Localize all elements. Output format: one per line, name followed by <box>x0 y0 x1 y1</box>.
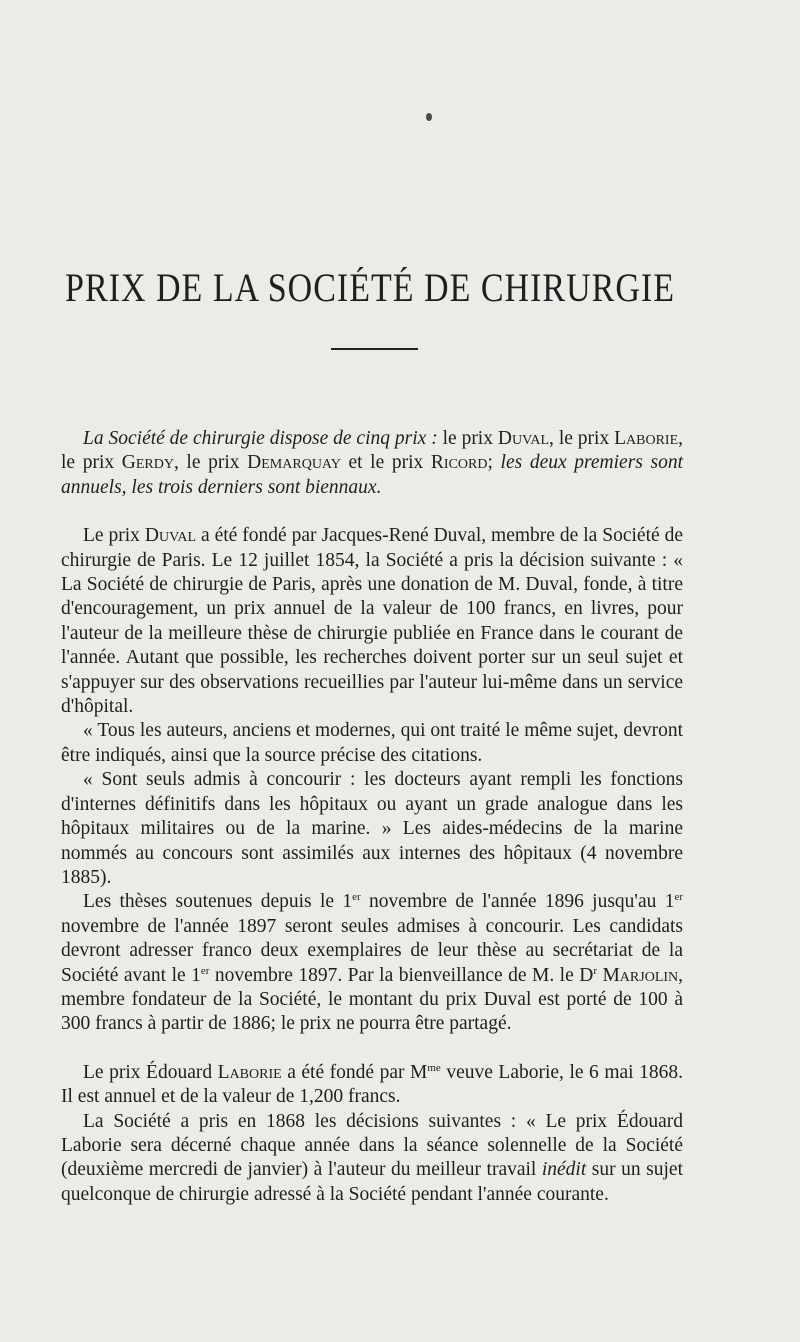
name-gerdy: Gerdy <box>121 452 174 474</box>
duval-paragraph-1: Le prix Duval a été fondé par Jacques-René Duval, membre de la Société de chirurgie de Paris. Le 12 juillet 1854, la Société a pris la décision suivante : « La Société de chirurgie de Paris, après une donation de M. Duval, fonde, à titre d'encouragement, un prix annuel de la valeur de 100 francs, en livres, pour l'auteur de la meilleure thèse de chirurgie publiée en France dans le courant de l'année. Autant que possible, les recherches doivent porter sur un seul sujet et s'appuyer sur des observations recueillies par l'auteur lui-même dans un service d'hôpital. <box>61 525 683 718</box>
intro-paragraph: La Société de chirurgie dispose de cinq prix : le prix Duval, le prix Laborie, le prix Gerdy, le prix Demarquay et le prix Ricord; les deux premiers sont annuels, les trois derniers sont biennaux. <box>61 428 683 498</box>
body-text <box>61 427 683 1207</box>
page-title: PRIX DE LA SOCIÉTÉ DE CHIRURGIE <box>65 266 675 311</box>
name-demarquay: Demarquay <box>247 452 341 474</box>
laborie-paragraph-2: La Société a pris en 1868 les décisions suivantes : « Le prix Édouard Laborie sera décerné chaque année dans la séance solennelle de la Société (deuxième mercredi de janvier) à l'auteur du meilleur travail inédit sur un sujet quelconque de chirurgie adressé à la Société pendant l'année courante. <box>61 1110 683 1205</box>
name-ricord: Ricord <box>430 452 488 474</box>
title-divider <box>331 348 418 350</box>
duval-paragraph-4: Les thèses soutenues depuis le 1er novembre de l'année 1896 jusqu'au 1er novembre de l'année 1897 seront seules admises à concourir. Les candidats devront adresser franco deux exemplaires de leur thèse au secrétariat de la Société avant le 1er novembre 1897. Par la bienveillance de M. le $D^r$ Marjolin, membre fondateur de la Société, le montant du prix Duval est porté de 100 à 300 francs à partir de 1886; le prix ne pourra être partagé. <box>61 891 684 1035</box>
duval-paragraph-3: « Sont seuls admis à concourir : les docteurs ayant rempli les fonctions d'internes définitifs dans les hôpitaux ou ayant un grade analogue dans les hôpitaux militaires ou de la marine. » Les aides-médecins de la marine nommés au concours sont assimilés aux internes des hôpitaux (4 novembre 1885). <box>61 769 683 888</box>
laborie-paragraph-1: Le prix Édouard Laborie a été fondé par $M^{me}$ veuve Laborie, le 6 mai 1868. Il est annuel et de la valeur de 1,200 francs. <box>61 1061 683 1108</box>
name-laborie: Laborie <box>614 428 679 449</box>
ink-speck <box>426 113 432 121</box>
duval-paragraph-2: « Tous les auteurs, anciens et modernes, qui ont traité le même sujet, devront être indiqués, ainsi que la source précise des citations. <box>61 720 683 766</box>
name-duval: Duval <box>497 428 550 449</box>
name-marjolin: Marjolin <box>602 964 679 986</box>
